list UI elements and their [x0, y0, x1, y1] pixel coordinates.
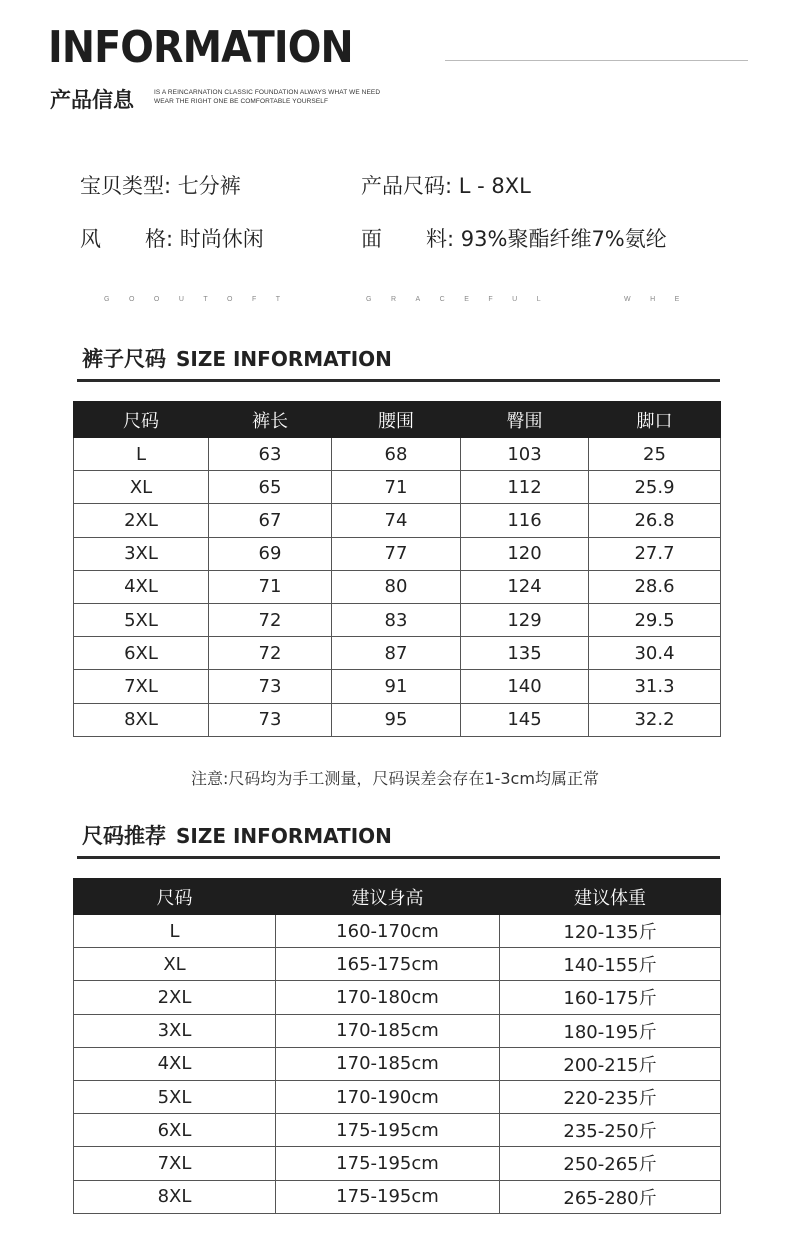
header-subtitle: 产品信息: [50, 88, 134, 112]
recommend-table-row-cell: L: [74, 915, 276, 948]
size-table-row-cell: 26.8: [589, 504, 721, 537]
recommend-table-row-cell: 170-190cm: [276, 1080, 500, 1113]
recommend-table-title-en: SIZE INFORMATION: [176, 824, 392, 848]
size-table-header-cell: 臀围: [461, 402, 589, 438]
product-size-value: L - 8XL: [458, 174, 531, 198]
product-style-label-a: 风: [80, 227, 101, 251]
size-table-row-cell: 74: [332, 504, 461, 537]
size-table-row-cell: 73: [209, 670, 332, 703]
product-type: [80, 170, 241, 200]
recommend-table-row-cell: 8XL: [74, 1180, 276, 1213]
recommend-table-title: [82, 820, 392, 850]
size-table-row-cell: 25: [589, 438, 721, 471]
size-table-row-cell: 95: [332, 703, 461, 736]
product-fabric-label-a: 面: [361, 227, 382, 251]
product-fabric-label-b: 料:: [426, 227, 455, 251]
size-table-row: [74, 703, 721, 736]
size-table-row-cell: 65: [209, 471, 332, 504]
size-table-header-cell: 裤长: [209, 402, 332, 438]
size-table-row-cell: 30.4: [589, 637, 721, 670]
recommend-table-row-cell: 250-265斤: [500, 1147, 721, 1180]
recommend-table-row-cell: 170-185cm: [276, 1014, 500, 1047]
size-table-row-cell: 73: [209, 703, 332, 736]
size-table-title-en: SIZE INFORMATION: [176, 347, 392, 371]
recommend-table-row-cell: 3XL: [74, 1014, 276, 1047]
size-table-row: [74, 504, 721, 537]
size-table-row-cell: 71: [209, 570, 332, 603]
size-table-row-cell: 28.6: [589, 570, 721, 603]
size-table-header-cell: 尺码: [74, 402, 209, 438]
size-table-row-cell: 6XL: [74, 637, 209, 670]
recommend-table-row-cell: 200-215斤: [500, 1047, 721, 1080]
size-table-row-cell: 80: [332, 570, 461, 603]
size-table-row-cell: 83: [332, 603, 461, 636]
size-table-row-cell: 63: [209, 438, 332, 471]
size-table-row-cell: XL: [74, 471, 209, 504]
recommend-table-row-cell: 120-135斤: [500, 915, 721, 948]
product-type-value: 七分裤: [177, 174, 241, 198]
recommend-table-header-cell: 建议体重: [500, 879, 721, 915]
size-table-divider: [77, 379, 720, 382]
size-table-row-cell: 124: [461, 570, 589, 603]
product-style: [80, 223, 264, 253]
recommend-table: [73, 878, 721, 1214]
header-tagline-line1: IS A REINCARNATION CLASSIC FOUNDATION ALWAYS WHAT WE NEED: [154, 89, 381, 96]
recommend-table-row: [74, 1047, 721, 1080]
size-table-header-cell: 腰围: [332, 402, 461, 438]
recommend-table-row: [74, 1180, 721, 1213]
recommend-table-title-cn: 尺码推荐: [82, 824, 166, 848]
size-table-row-cell: 32.2: [589, 703, 721, 736]
size-table-row: [74, 603, 721, 636]
product-type-label: 宝贝类型:: [80, 174, 172, 198]
size-table-row-cell: 67: [209, 504, 332, 537]
recommend-table-row: [74, 1014, 721, 1047]
size-table-header-cell: 脚口: [589, 402, 721, 438]
product-style-label-b: 格:: [145, 227, 174, 251]
size-table-row-cell: 7XL: [74, 670, 209, 703]
size-table-row-cell: 31.3: [589, 670, 721, 703]
size-table-row-cell: 72: [209, 603, 332, 636]
size-table-row-cell: 69: [209, 537, 332, 570]
size-table-row-cell: 2XL: [74, 504, 209, 537]
size-table-row-cell: 129: [461, 603, 589, 636]
header-title: INFORMATION: [48, 22, 353, 73]
header-tagline-line2: WEAR THE RIGHT ONE BE COMFORTABLE YOURSELF: [154, 98, 329, 105]
recommend-table-row-cell: 175-195cm: [276, 1114, 500, 1147]
decor-text-2: GRACEFUL: [366, 296, 561, 303]
size-table-row-cell: 72: [209, 637, 332, 670]
size-table-row: [74, 570, 721, 603]
recommend-table-row: [74, 981, 721, 1014]
recommend-table-row-cell: 175-195cm: [276, 1147, 500, 1180]
product-size-label: 产品尺码:: [361, 174, 453, 198]
recommend-table-row-cell: 220-235斤: [500, 1080, 721, 1113]
recommend-table-row-cell: 170-180cm: [276, 981, 500, 1014]
recommend-table-divider: [77, 856, 720, 859]
size-table-row: [74, 438, 721, 471]
size-table-row: [74, 537, 721, 570]
decor-text-3: WHE: [624, 296, 699, 303]
recommend-table-header-cell: 尺码: [74, 879, 276, 915]
size-table-row-cell: 145: [461, 703, 589, 736]
size-table-row-cell: L: [74, 438, 209, 471]
size-table-row: [74, 637, 721, 670]
recommend-table-header-row: [74, 879, 721, 915]
recommend-table-row: [74, 948, 721, 981]
recommend-table-row-cell: 180-195斤: [500, 1014, 721, 1047]
size-table-header-row: [74, 402, 721, 438]
recommend-table-row-cell: 4XL: [74, 1047, 276, 1080]
size-table-row-cell: 103: [461, 438, 589, 471]
recommend-table-row-cell: 5XL: [74, 1080, 276, 1113]
measurement-note: 注意:尺码均为手工测量，尺码误差会存在1-3cm均属正常: [191, 769, 599, 788]
size-table-row-cell: 4XL: [74, 570, 209, 603]
size-table-row-cell: 27.7: [589, 537, 721, 570]
recommend-table-row-cell: XL: [74, 948, 276, 981]
recommend-table-row-cell: 160-175斤: [500, 981, 721, 1014]
product-fabric-value: 93%聚酯纤维7%氨纶: [460, 227, 667, 251]
header-tagline: [154, 88, 380, 106]
size-table-row-cell: 25.9: [589, 471, 721, 504]
size-table-row-cell: 135: [461, 637, 589, 670]
size-table-row-cell: 3XL: [74, 537, 209, 570]
size-table-row-cell: 112: [461, 471, 589, 504]
size-table-row-cell: 68: [332, 438, 461, 471]
recommend-table-row-cell: 6XL: [74, 1114, 276, 1147]
recommend-table-row: [74, 1080, 721, 1113]
recommend-table-row-cell: 165-175cm: [276, 948, 500, 981]
size-table-row-cell: 87: [332, 637, 461, 670]
recommend-table-row-cell: 175-195cm: [276, 1180, 500, 1213]
size-table-row-cell: 116: [461, 504, 589, 537]
recommend-table-row: [74, 1147, 721, 1180]
product-fabric: [361, 223, 667, 253]
recommend-table-row-cell: 265-280斤: [500, 1180, 721, 1213]
recommend-table-row: [74, 915, 721, 948]
size-table-title-cn: 裤子尺码: [82, 347, 166, 371]
recommend-table-row-cell: 7XL: [74, 1147, 276, 1180]
recommend-table-row: [74, 1114, 721, 1147]
size-table-row-cell: 77: [332, 537, 461, 570]
decor-text-1: GOOUTOFT: [104, 296, 300, 303]
size-table-row: [74, 471, 721, 504]
size-table: [73, 401, 721, 737]
recommend-table-header-cell: 建议身高: [276, 879, 500, 915]
size-table-row-cell: 91: [332, 670, 461, 703]
size-table-row-cell: 140: [461, 670, 589, 703]
size-table-title: [82, 343, 392, 373]
size-table-row-cell: 29.5: [589, 603, 721, 636]
recommend-table-row-cell: 160-170cm: [276, 915, 500, 948]
recommend-table-row-cell: 2XL: [74, 981, 276, 1014]
recommend-table-row-cell: 170-185cm: [276, 1047, 500, 1080]
recommend-table-row-cell: 235-250斤: [500, 1114, 721, 1147]
product-style-value: 时尚休闲: [179, 227, 264, 251]
size-table-row-cell: 5XL: [74, 603, 209, 636]
size-table-row-cell: 120: [461, 537, 589, 570]
recommend-table-row-cell: 140-155斤: [500, 948, 721, 981]
size-table-row-cell: 71: [332, 471, 461, 504]
size-table-row-cell: 8XL: [74, 703, 209, 736]
header-divider: [445, 60, 748, 61]
size-table-row: [74, 670, 721, 703]
product-size: [361, 170, 531, 200]
